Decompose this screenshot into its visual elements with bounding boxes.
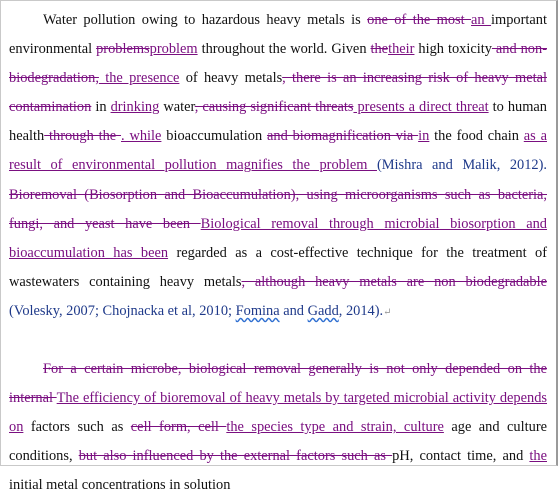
- inserted-text: problem: [149, 41, 198, 58]
- inserted-text: an: [471, 12, 492, 28]
- inserted-text: drinking: [110, 99, 160, 116]
- text-run: pH, contact time, and: [392, 448, 530, 465]
- text-run: water: [159, 99, 195, 116]
- citation-text: and: [279, 302, 308, 319]
- text-run: throughout the world. Given: [197, 41, 371, 58]
- inserted-text: in: [418, 128, 430, 145]
- deleted-text: For a certain microbe, biological removal generally is not only depended on the internal: [9, 361, 547, 407]
- citation-text-spell-flag: Gadd: [307, 302, 339, 319]
- deleted-text: one of the most: [367, 12, 472, 28]
- deleted-text: , there is an increasing risk of heavy metal contamination: [9, 70, 547, 116]
- text-run: Water pollution owing to hazardous heavy metals is: [43, 12, 368, 28]
- paragraph-1[interactable]: [9, 6, 547, 327]
- citation-text: (Mishra and Malik, 2012).: [376, 157, 548, 174]
- text-run: the food chain: [429, 128, 524, 145]
- text-run: high toxicity: [414, 41, 492, 58]
- deleted-text: problems: [96, 41, 150, 58]
- text-run: initial metal concentrations in solution: [9, 477, 231, 494]
- inserted-text: The efficiency of bioremoval of heavy metals by targeted microbial activity depends on: [9, 390, 547, 436]
- inserted-text: the presence: [98, 70, 180, 87]
- text-run: to human health: [9, 99, 547, 145]
- deleted-text: cell form, cell: [130, 419, 227, 436]
- text-run: in: [91, 99, 111, 116]
- paragraph-mark-icon: ↵: [383, 306, 392, 318]
- inserted-text: the species type and strain, culture: [226, 419, 444, 436]
- citation-text: (Volesky, 2007; Chojnacka et al, 2010;: [9, 302, 236, 319]
- text-run: bioaccumulation: [161, 128, 267, 145]
- deleted-text: and biomagnification via: [266, 128, 419, 145]
- text-run: of heavy metals: [179, 70, 283, 87]
- citation-text-spell-flag: Fomina: [235, 302, 280, 319]
- inserted-text: presents a direct threat: [353, 99, 489, 116]
- deleted-text: , although heavy metals are non biodegradable: [241, 273, 547, 290]
- text-run: regarded as a cost-effective technique for the treatment of wastewaters containing heavy metals: [9, 244, 548, 290]
- text-run: important environmental: [9, 12, 547, 58]
- inserted-text: Biological removal through microbial biosorption and bioaccumulation has been: [9, 215, 548, 261]
- inserted-text: their: [388, 41, 415, 58]
- text-run: age and culture conditions,: [9, 419, 548, 465]
- deleted-text: and non-biodegradation,: [9, 41, 547, 87]
- deleted-text: Bioremoval (Biosorption and Bioaccumulation), using microorganisms such as bacteria, fungi, and yeast have been: [9, 186, 547, 232]
- deleted-text: the: [370, 41, 389, 58]
- inserted-text: . while: [121, 128, 162, 145]
- deleted-text: , causing significant threats: [194, 99, 354, 116]
- deleted-text: through the: [44, 128, 122, 145]
- text-run: factors such as: [23, 419, 131, 436]
- paragraph-2[interactable]: [9, 355, 547, 500]
- inserted-text: as a result of environmental pollution magnifies the problem: [9, 128, 547, 174]
- citation-text: , 2014).: [338, 302, 384, 319]
- deleted-text: but also influenced by the external factors such as: [78, 448, 393, 465]
- inserted-text: the: [529, 448, 547, 465]
